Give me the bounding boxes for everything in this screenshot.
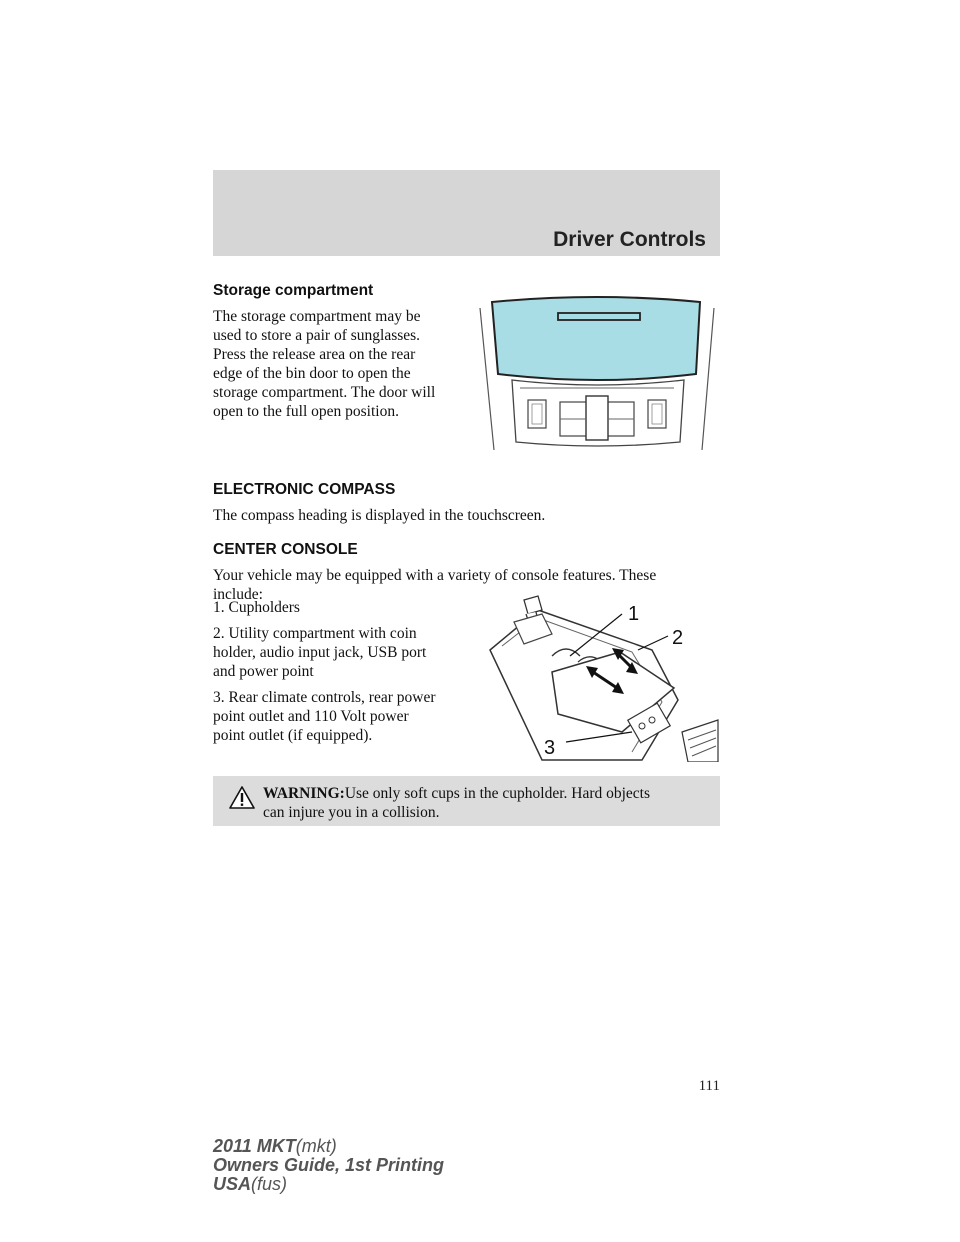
console-item-2-line: and power point [213, 663, 314, 680]
storage-door-highlight [492, 297, 700, 380]
compass-body: The compass heading is displayed in the touchscreen. [213, 507, 546, 524]
console-item-3-line: point outlet and 110 Volt power [213, 708, 409, 725]
footer-market: USA [213, 1174, 252, 1194]
section-header [213, 170, 720, 256]
page-number: 111 [698, 1078, 720, 1094]
storage-line: open to the full open position. [213, 403, 399, 420]
console-item-3-line: 3. Rear climate controls, rear power [213, 689, 436, 706]
warning-triangle-icon [229, 786, 255, 810]
footer [213, 1137, 444, 1194]
storage-heading: Storage compartment [213, 282, 374, 299]
storage-line: edge of the bin door to open the [213, 365, 411, 382]
console-item-2-line: 2. Utility compartment with coin [213, 625, 417, 642]
warning-line-2: can injure you in a collision. [263, 804, 440, 821]
center-console-illustration [482, 592, 720, 762]
storage-line: The storage compartment may be [213, 308, 421, 325]
console-item-2-line: holder, audio input jack, USB port [213, 644, 427, 661]
console-item-3-line: point outlet (if equipped). [213, 727, 373, 744]
console-heading: CENTER CONSOLE [213, 541, 358, 558]
storage-compartment-illustration [474, 296, 720, 458]
console-item-1: 1. Cupholders [213, 599, 300, 616]
storage-line: storage compartment. The door will [213, 384, 436, 401]
warning-box [213, 776, 720, 826]
console-intro-line: include: [213, 586, 263, 603]
callout-2: 2 [672, 627, 684, 649]
footer-model-code: (mkt) [295, 1136, 337, 1156]
storage-line: used to store a pair of sunglasses. [213, 327, 421, 344]
section-title: Driver Controls [553, 228, 706, 251]
callout-1: 1 [628, 603, 640, 625]
warning-line-1: Use only soft cups in the cupholder. Hard objects [344, 785, 651, 802]
callout-3: 3 [544, 737, 556, 759]
compass-heading: ELECTRONIC COMPASS [213, 481, 396, 498]
footer-market-code: (fus) [251, 1174, 288, 1194]
console-intro-line: Your vehicle may be equipped with a variety of console features. These [213, 567, 657, 584]
warning-text [263, 784, 703, 822]
storage-line: Press the release area on the rear [213, 346, 416, 363]
warning-label: WARNING: [263, 785, 345, 802]
footer-guide: Owners Guide, 1st Printing [213, 1155, 445, 1175]
footer-model: 2011 MKT [213, 1136, 296, 1156]
